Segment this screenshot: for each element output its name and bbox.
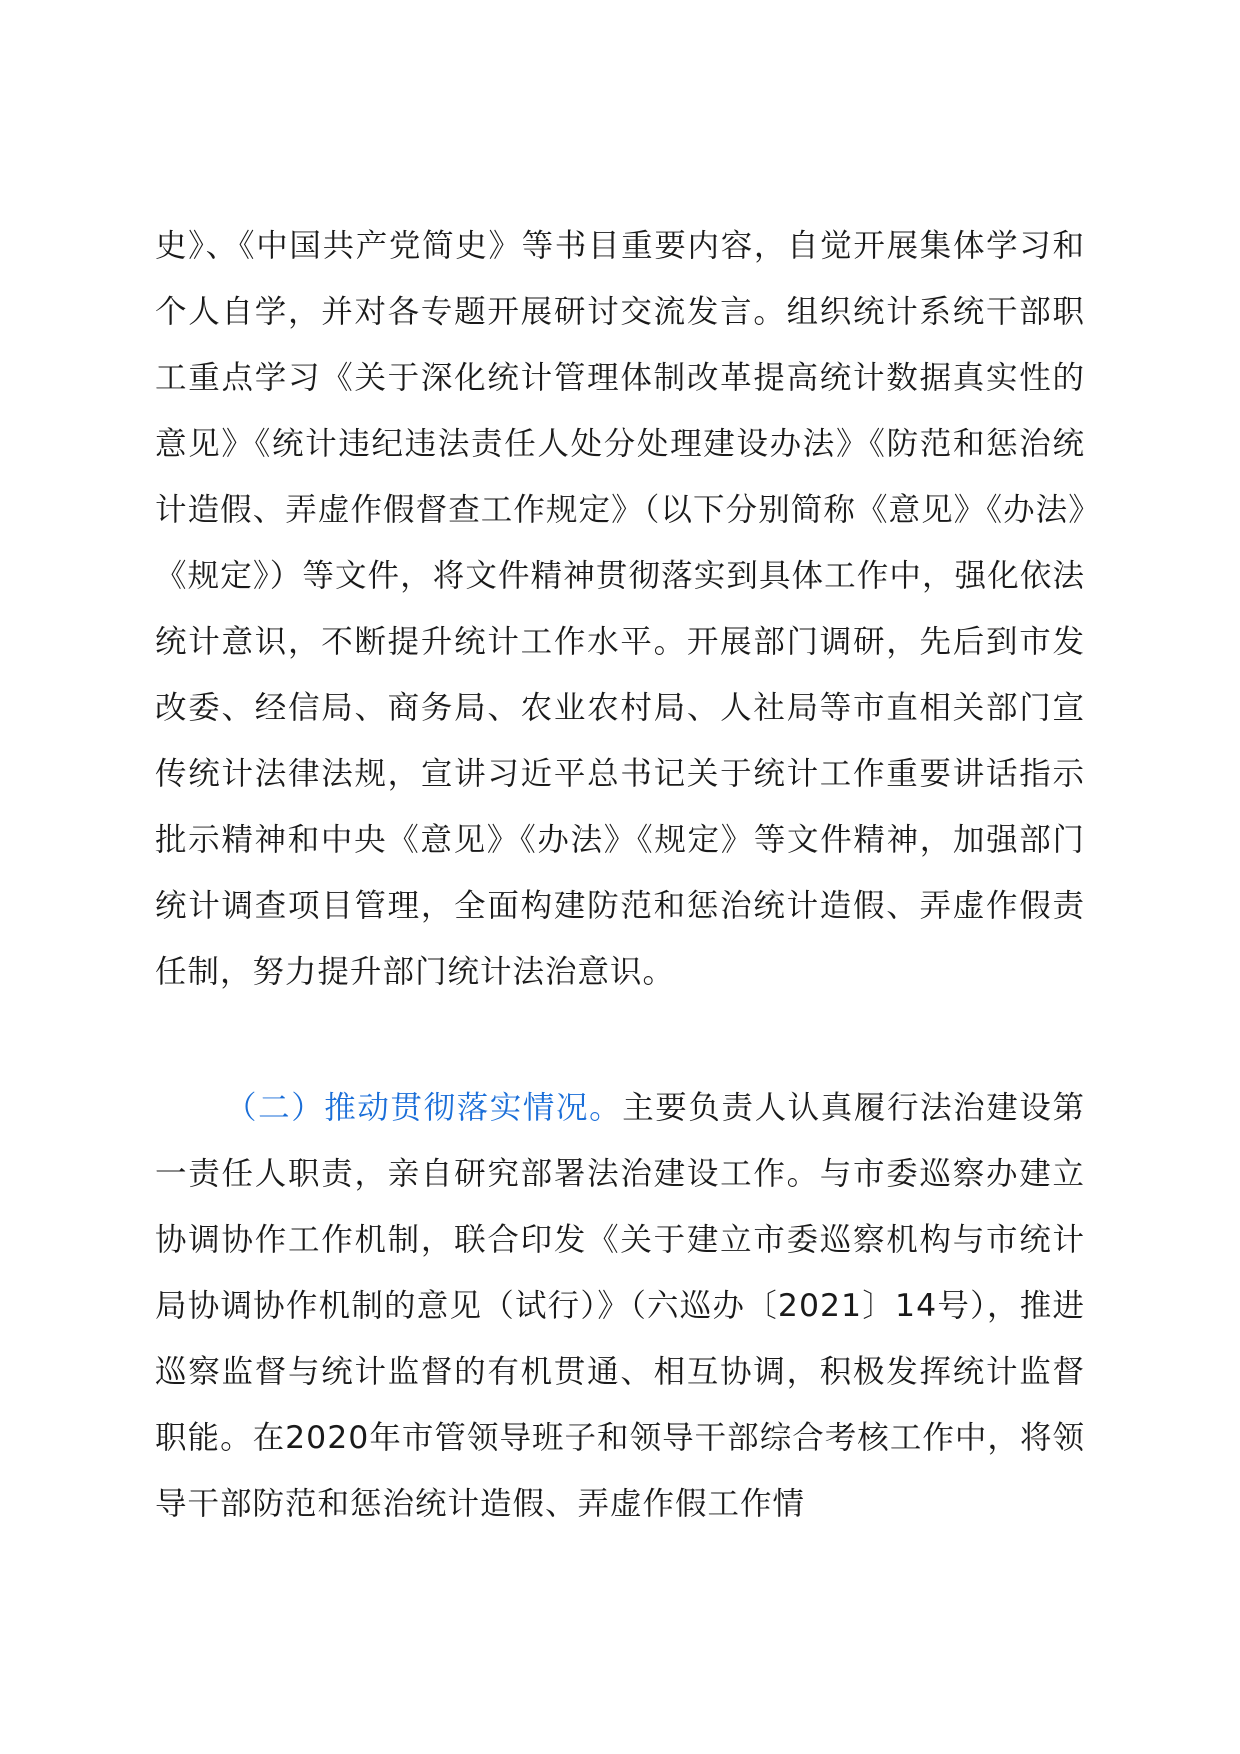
section-body: 主要负责人认真履行法治建设第一责任人职责，亲自研究部署法治建设工作。与市委巡察办建立协调协作工作机制，联合印发《关于建立市委巡察机构与市统计局协调协作机制的意见（试行）》（六巡办〔2021〕14号），推进巡察监督与统计监督的有机贯通、相互协调，积极发挥统计监督职能。在2020年市管领导班子和领导干部综合考核工作中，将领导干部防范和惩治统计造假、弄虚作假工作情 [155, 1090, 1085, 1522]
section-paragraph [155, 1075, 1085, 1537]
section-heading: （二）推动贯彻落实情况。 [225, 1090, 623, 1126]
body-paragraph: 史》、《中国共产党简史》等书目重要内容，自觉开展集体学习和个人自学，并对各专题开展研讨交流发言。组织统计系统干部职工重点学习《关于深化统计管理体制改革提高统计数据真实性的意见》《统计违纪违法责任人处分处理建设办法》《防范和惩治统计造假、弄虚作假督查工作规定》（以下分别简称《意见》《办法》《规定》）等文件，将文件精神贯彻落实到具体工作中，强化依法统计意识，不断提升统计工作水平。开展部门调研，先后到市发改委、经信局、商务局、农业农村局、人社局等市直相关部门宣传统计法律法规，宣讲习近平总书记关于统计工作重要讲话指示批示精神和中央《意见》《办法》《规定》等文件精神，加强部门统计调查项目管理，全面构建防范和惩治统计造假、弄虚作假责任制，努力提升部门统计法治意识。 [155, 228, 1085, 990]
